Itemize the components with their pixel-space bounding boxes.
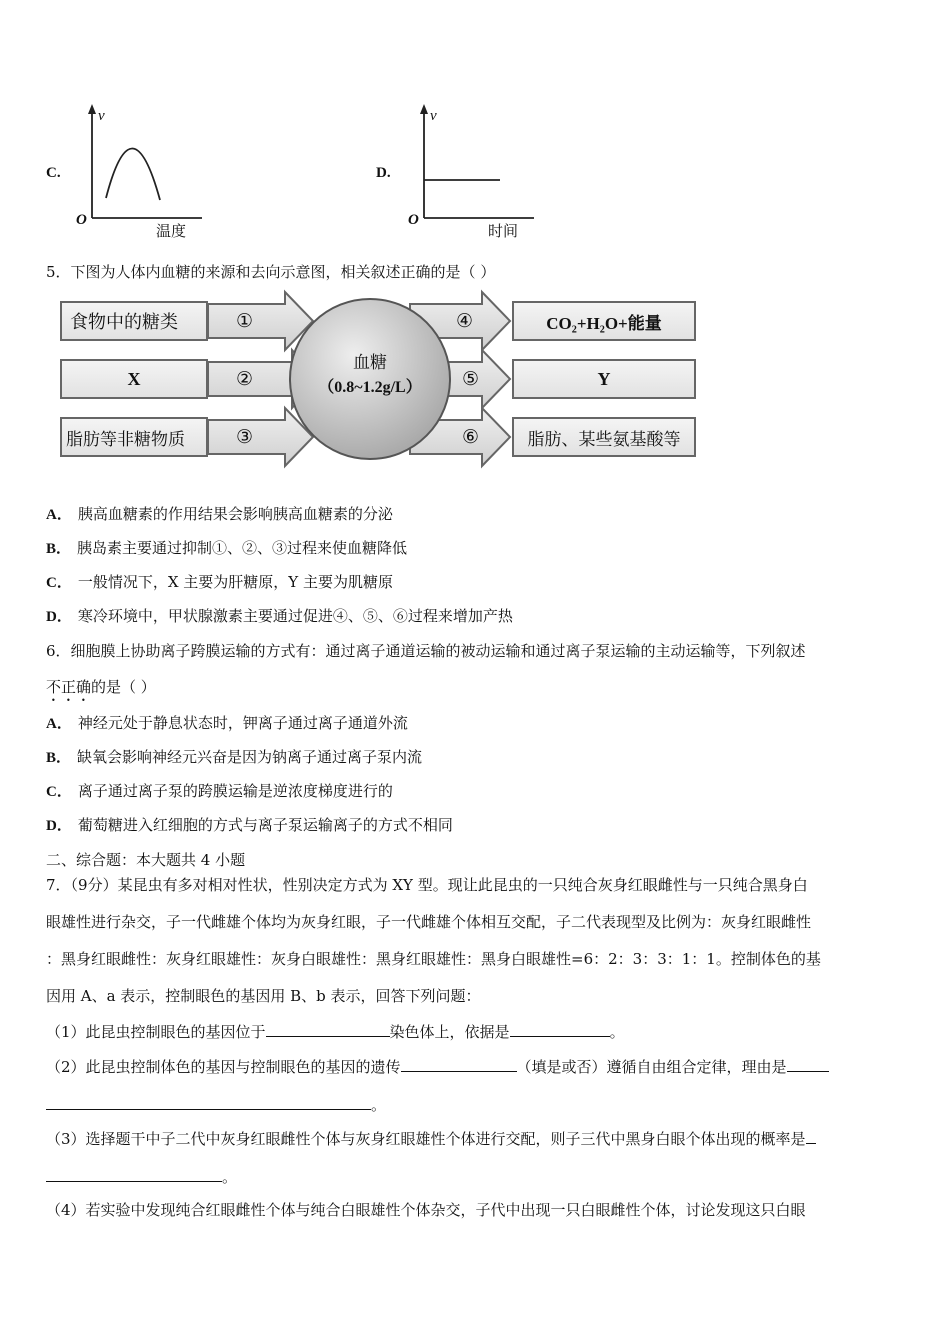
graph-c-x-label: 温度	[156, 222, 187, 240]
sphere-title: 血糖	[353, 353, 387, 373]
part-text: 染色体上，依据是	[389, 1023, 510, 1041]
part-text: 。	[222, 1168, 238, 1186]
source-box-food-sugar: 食物中的糖类	[60, 301, 208, 341]
q7-part2-cont	[46, 1094, 386, 1115]
q7-part3	[46, 1128, 816, 1149]
q6-stem-line1: 6．细胞膜上协助离子跨膜运输的方式有：通过离子通道运输的被动运输和通过离子泵运输的主动运输等，下列叙述	[46, 642, 806, 660]
source-box-nonsugar: 脂肪等非糖物质	[60, 417, 208, 457]
q6-option-b	[46, 747, 422, 768]
option-text: 缺氧会影响神经元兴奋是因为钠离子通过离子泵内流	[77, 748, 423, 766]
option-letter: C．	[46, 575, 72, 591]
q5-stem: 5．下图为人体内血糖的来源和去向示意图，相关叙述正确的是（ ）	[46, 263, 496, 281]
option-letter: B．	[46, 541, 72, 557]
answer-blank[interactable]	[46, 1094, 371, 1110]
option-letter: C．	[46, 784, 72, 800]
arrow-in-3	[208, 408, 313, 466]
arrow-label-1: ①	[236, 310, 254, 332]
sink-box-co2: CO₂+H₂O+能量	[512, 301, 696, 341]
option-letter: A．	[46, 716, 72, 732]
q6-stem-line2	[46, 677, 156, 705]
option-text: 一般情况下，X 主要为肝糖原，Y 主要为肌糖原	[77, 573, 393, 591]
q5-option-d	[46, 606, 513, 627]
arrow-label-5: ⑤	[462, 368, 480, 390]
part-text: （3）选择题干中子二代中灰身红眼雌性个体与灰身红眼雄性个体进行交配，则子三代中黑身白眼个体出现的概率是	[46, 1130, 806, 1148]
q5-option-a	[46, 504, 393, 525]
q7-part2	[46, 1056, 829, 1077]
q6-option-c	[46, 781, 393, 802]
arrow-label-4: ④	[456, 310, 474, 332]
option-letter: D．	[46, 609, 72, 625]
q7-line4: 因用 A、a 表示，控制眼色的基因用 B、b 表示，回答下列问题：	[46, 987, 481, 1005]
sphere-range: （0.8~1.2g/L）	[318, 379, 422, 396]
graph-c-label: C.	[46, 165, 61, 181]
answer-blank[interactable]	[510, 1021, 610, 1037]
q6-option-a	[46, 713, 408, 734]
q7-part1	[46, 1021, 625, 1042]
q5-option-c	[46, 572, 393, 593]
answer-blank[interactable]	[787, 1056, 829, 1072]
arrow-label-2: ②	[236, 368, 254, 390]
option-text: 胰岛素主要通过抑制①、②、③过程来使血糖降低	[77, 539, 408, 557]
part-text: （1）此昆虫控制眼色的基因位于	[46, 1023, 266, 1041]
graph-d-origin: O	[408, 212, 419, 228]
q7-part3-cont	[46, 1166, 237, 1187]
part-text: （填是或否）遵循自由组合定律，理由是	[516, 1058, 787, 1076]
graph-c-origin: O	[76, 212, 87, 228]
q7-line1: 7．（9分）某昆虫有多对相对性状，性别决定方式为 XY 型。现让此昆虫的一只纯合灰身红眼雌性与一只纯合黑身白	[46, 876, 808, 894]
q6-stem-rest: 的是（ ）	[91, 678, 156, 696]
q5-option-b	[46, 538, 407, 559]
option-letter: A．	[46, 507, 72, 523]
section-heading: 二、综合题：本大题共 4 小题	[46, 851, 246, 869]
answer-blank[interactable]	[46, 1166, 222, 1182]
graph-d-y-label: v	[430, 108, 437, 124]
arrow-in-1	[208, 292, 313, 350]
option-text: 葡萄糖进入红细胞的方式与离子泵运输离子的方式不相同	[77, 816, 453, 834]
q6-option-d	[46, 815, 453, 836]
q7-part4: （4）若实验中发现纯合红眼雌性个体与纯合白眼雄性个体杂交，子代中出现一只白眼雌性个体，讨论发现这只白眼	[46, 1201, 806, 1219]
option-letter: B．	[46, 750, 72, 766]
option-letter: D．	[46, 818, 72, 834]
sink-box-y: Y	[512, 359, 696, 399]
part-text: 。	[609, 1023, 625, 1041]
q7-line2: 眼雄性进行杂交，子一代雌雄个体均为灰身红眼，子一代雌雄个体相互交配，子二代表现型及比例为：灰身红眼雌性	[46, 913, 812, 931]
option-text: 胰高血糖素的作用结果会影响胰高血糖素的分泌	[77, 505, 393, 523]
option-text: 离子通过离子泵的跨膜运输是逆浓度梯度进行的	[77, 782, 393, 800]
part-text: （2）此昆虫控制体色的基因与控制眼色的基因的遗传	[46, 1058, 401, 1076]
answer-blank[interactable]	[401, 1056, 517, 1072]
part-text: 。	[371, 1096, 387, 1114]
answer-blank[interactable]	[266, 1021, 390, 1037]
graph-c-y-label: v	[98, 108, 105, 124]
graph-d-x-label: 时间	[488, 222, 519, 240]
sink-box-fat-amino: 脂肪、某些氨基酸等	[512, 417, 696, 457]
source-box-x: X	[60, 359, 208, 399]
q7-line3: ：黑身红眼雌性：灰身红眼雄性：灰身白眼雄性：黑身红眼雄性：黑身白眼雄性=6：2：3：3：1：1。控制体色的基	[46, 950, 821, 968]
answer-blank[interactable]	[806, 1128, 816, 1144]
arrow-label-6: ⑥	[462, 426, 480, 448]
graph-d-label: D.	[376, 165, 391, 181]
option-text: 神经元处于静息状态时，钾离子通过离子通道外流	[77, 714, 408, 732]
arrow-label-3: ③	[236, 426, 254, 448]
option-text: 寒冷环境中，甲状腺激素主要通过促进④、⑤、⑥过程来增加产热	[77, 607, 513, 625]
emphasis-text: 不正确	[46, 678, 92, 696]
